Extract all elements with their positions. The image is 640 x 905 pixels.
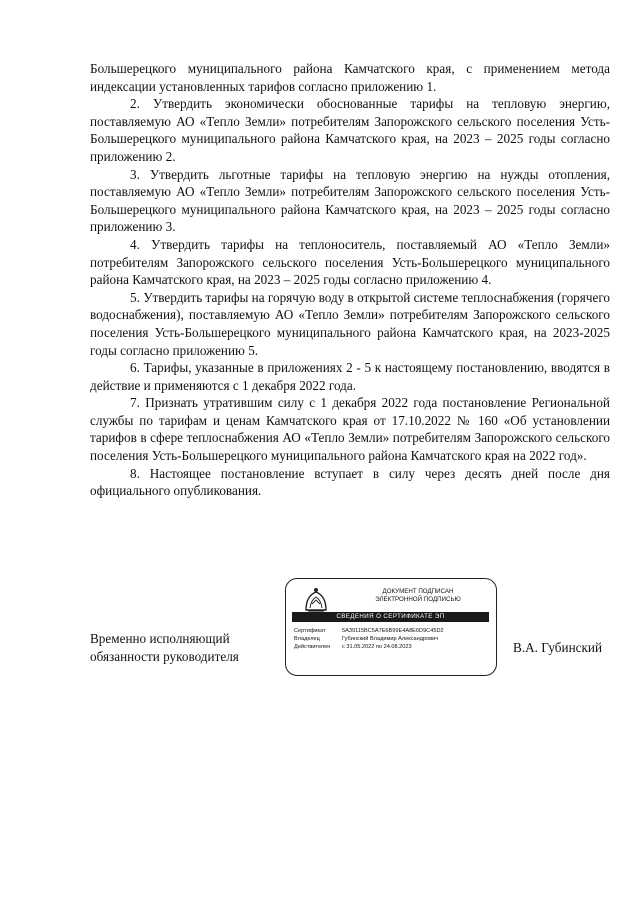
stamp-details	[294, 627, 444, 651]
stamp-row-key: Владелец	[294, 636, 320, 642]
stamp-row-key: Действителен	[294, 644, 331, 650]
stamp-row-value: с 31.05.2022 по 24.08.2023	[342, 644, 412, 650]
stamp-row-value: 5A39115BC5A7E6B99E4A8E6D9C45D2	[342, 628, 444, 634]
paragraph-item-3: 3. Утвердить льготные тарифы на тепловую энергию на нужды отопления, поставляемую АО «Тепло Земли» потребителям Запорожского сельского поселения Усть-Большерецкого муниципального района Камчатского края, на 2023 – 2025 годы согласно приложению 3.	[90, 166, 610, 235]
paragraph-continuation: Большерецкого муниципального района Камчатского края, с применением метода индексации установленных тарифов согласно приложению 1.	[90, 61, 610, 94]
stamp-header	[344, 588, 492, 604]
position-line-1: Временно исполняющий	[90, 631, 230, 646]
paragraph-item-6: 6. Тарифы, указанные в приложениях 2 - 5 к настоящему постановлению, вводятся в действие и применяются с 1 декабря 2022 года.	[90, 360, 610, 393]
stamp-row-value: Губинский Владимир Александрович	[342, 636, 439, 642]
stamp-row	[294, 627, 444, 635]
stamp-row	[294, 643, 444, 651]
signature-block	[90, 578, 610, 678]
paragraph-item-4: 4. Утвердить тарифы на теплоноситель, поставляемый АО «Тепло Земли» потребителям Запорожского сельского поселения Усть-Большерецкого муниципального района Камчатского края, на 2023 – 2025 годы согласно приложению 4.	[90, 236, 610, 288]
stamp-row-key: Сертификат	[294, 628, 326, 634]
signatory-name: В.А. Губинский	[513, 640, 602, 655]
stamp-row	[294, 635, 444, 643]
signatory-position	[90, 630, 239, 665]
paragraph-item-7: 7. Признать утратившим силу с 1 декабря 2022 года постановление Региональной службы по тарифам и ценам Камчатского края от 17.10.2022 № 160 «Об установлении тарифов в сфере теплоснабжения АО «Тепло Земли» потребителям Запорожского сельского поселения Усть-Большерецкого муниципального района Камчатского края на 2022 год».	[90, 395, 610, 464]
position-line-2: обязанности руководителя	[90, 648, 239, 664]
paragraph-item-8: 8. Настоящее постановление вступает в силу через десять дней после дня официального опубликования.	[90, 465, 610, 499]
paragraph-item-2: 2. Утвердить экономически обоснованные тарифы на тепловую энергию, поставляемую АО «Тепло Земли» потребителям Запорожского сельского поселения Усть-Большерецкого муниципального района Камчатского края, на 2023 – 2025 годы согласно приложению 2.	[90, 96, 610, 164]
document-body	[90, 60, 610, 500]
stamp-header-line-1: ДОКУМЕНТ ПОДПИСАН	[382, 588, 454, 595]
coat-of-arms-icon	[302, 586, 330, 614]
paragraph-item-5: 5. Утвердить тарифы на горячую воду в открытой системе теплоснабжения (горячего водоснабжения), поставляемую АО «Тепло Земли» потребителям Запорожского сельского поселения Усть-Большерецкого муниципального района Камчатского края, на 2023-2025 годы согласно приложению 5.	[90, 289, 611, 358]
stamp-header-line-2: ЭЛЕКТРОННОЙ ПОДПИСЬЮ	[375, 596, 461, 603]
e-signature-stamp	[285, 578, 497, 676]
stamp-certificate-bar: СВЕДЕНИЯ О СЕРТИФИКАТЕ ЭП	[292, 612, 489, 622]
